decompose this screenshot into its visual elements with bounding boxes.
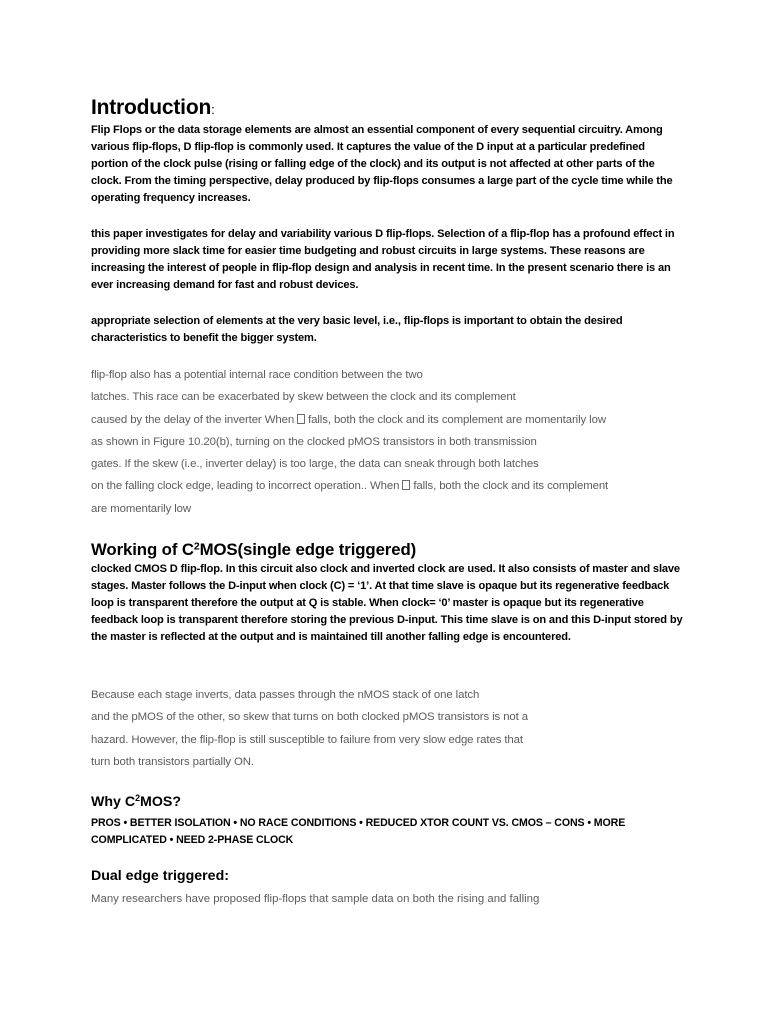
race-line-1: flip-flop also has a potential internal race condition between the two: [91, 369, 423, 381]
race-line-3-end: falls, both the clock and its complement are momentarily low: [308, 413, 606, 426]
working-heading-start: Working of C: [91, 540, 194, 559]
working-heading-superscript: 2: [193, 541, 200, 553]
pros-cons-text: PROS • BETTER ISOLATION • NO RACE CONDITIONS • REDUCED XTOR COUNT VS. CMOS – CONS • MORE COMPLICATED • NEED 2-PHASE CLOCK: [91, 817, 626, 846]
race-line-3-start: caused by the delay of the inverter When: [91, 413, 295, 426]
race-line-6-end: falls, both the clock and its complement: [413, 480, 609, 493]
working-light-line-2: and the pMOS of the other, so skew that turns on both clocked pMOS transistors is not a: [91, 711, 529, 724]
race-line-7: are momentarily low: [91, 502, 192, 515]
box-glyph-icon: [297, 414, 305, 424]
working-light-line-4: turn both transistors partially ON.: [91, 755, 254, 768]
why-heading: [91, 792, 181, 812]
working-light-line-1: Because each stage inverts, data passes through the nMOS stack of one latch: [91, 689, 480, 701]
intro-paragraph-2: this paper investigates for delay and variability various D flip-flops. Selection of a flip-flop has a profound effect in providing more slack time for easier time budgeting and robust circuits in large systems. These reasons are increasing the interest of people in flip-flop design and analysis in recent time. In the present scenario there is an ever increasing demand for fast and robust devices.: [91, 228, 675, 292]
race-line-5: gates. If the skew (i.e., inverter delay) is too large, the data can sneak through both latches: [91, 458, 539, 471]
working-heading: [91, 538, 416, 562]
race-line-6-start: on the falling clock edge, leading to incorrect operation.. When: [91, 480, 400, 493]
race-line-6: [91, 475, 691, 497]
introduction-heading: [91, 95, 215, 123]
race-line-3: [91, 409, 691, 431]
dual-edge-text: Many researchers have proposed flip-flops that sample data on both the rising and falling: [91, 893, 540, 905]
introduction-heading-colon: :: [211, 102, 215, 117]
race-line-2: latches. This race can be exacerbated by skew between the clock and its complement: [91, 391, 516, 404]
why-heading-end: MOS?: [140, 794, 182, 810]
intro-paragraph-3: appropriate selection of elements at the very basic level, i.e., flip-flops is important to obtain the desired characteristics to benefit the bigger system.: [91, 315, 623, 345]
working-light-text: [91, 684, 691, 773]
box-glyph-icon: [402, 480, 410, 490]
why-heading-start: Why C: [91, 794, 136, 810]
intro-paragraph-1: Flip Flops or the data storage elements are almost an essential component of every sequential circuitry. Among various flip-flops, D flip-flop is commonly used. It captures the value of the D input at a particular predefined portion of the clock pulse (rising or falling edge of the clock) and its output is not affected at other parts of the clock. From the timing perspective, delay produced by flip-flops consumes a large part of the cycle time while the operating frequency increases.: [91, 124, 673, 205]
why-heading-superscript: 2: [135, 793, 141, 804]
working-light-line-3: hazard. However, the flip-flop is still susceptible to failure from very slow edge rates that: [91, 733, 523, 746]
introduction-heading-text: Introduction: [91, 96, 212, 119]
race-line-4: as shown in Figure 10.20(b), turning on the clocked pMOS transistors in both transmission: [91, 435, 537, 448]
dual-edge-heading: Dual edge triggered:: [91, 868, 229, 884]
working-paragraph: clocked CMOS D flip-flop. In this circuit also clock and inverted clock are used. It also consists of master and slave stages. Master follows the D-input when clock (C) = ‘1’. At that time slave is opaque but its regenerative feedback loop is transparent therefore the output at Q is stable. When clock= ‘0’ master is opaque but its regenerative feedback loop is transparent therefore storing the previous D-input. This time slave is on and this D-input stored by the master is reflected at the output and is maintained till another falling edge is encountered.: [91, 563, 683, 644]
race-condition-text: [91, 364, 691, 520]
working-heading-end: MOS(single edge triggered): [199, 540, 417, 559]
